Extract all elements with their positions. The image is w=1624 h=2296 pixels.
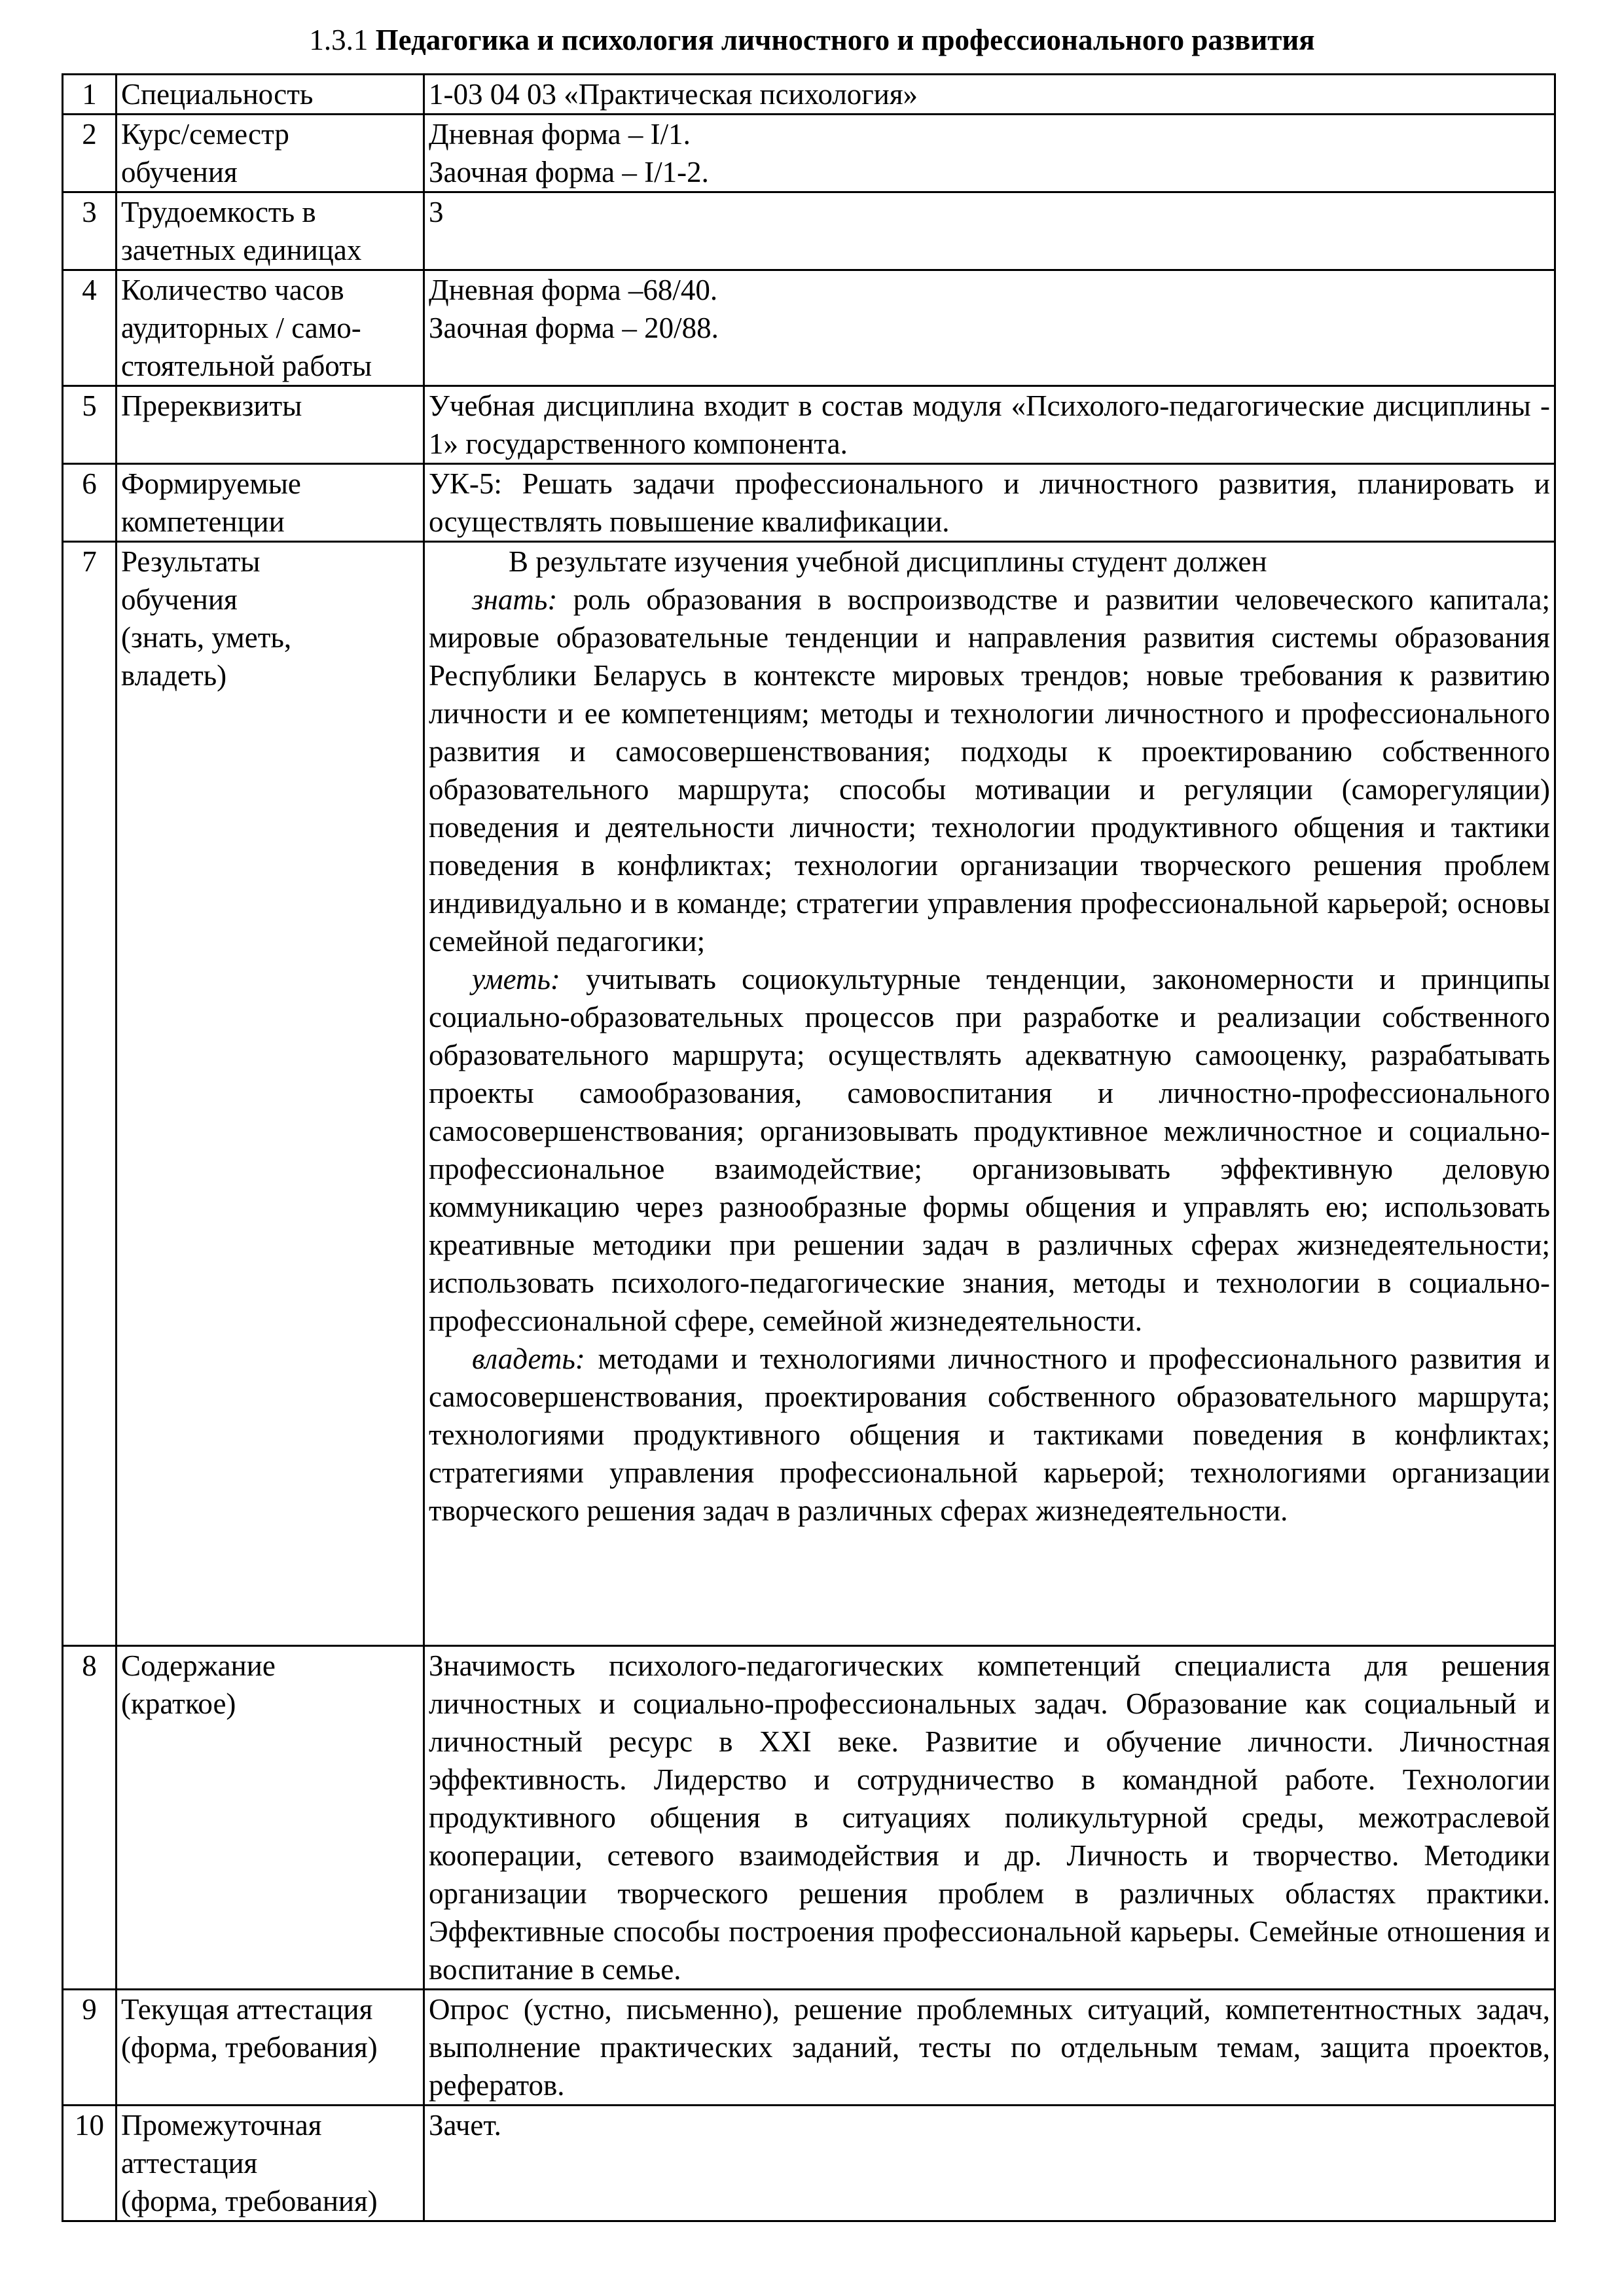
row-label-line: Трудоемкость в [121,196,316,228]
outcomes-can [429,960,1550,1340]
row-label-line: компетенции [121,505,285,538]
row-value [424,542,1555,1646]
know-text: роль образования в воспроизводстве и развитии человеческого капитала; мировые образовательные тенденции и направления развития системы образования Республики Беларусь в контексте мировых трендов; новые требования к развитию личности и ее компетенциям; методы и технологии личностного и профессионального развития и самосовершенствования; подходы к проектированию собственного образовательного маршрута; способы мотивации и регуляции (саморегуляции) поведения и деятельности личности; технологии продуктивного общения и тактики поведения в конфликтах; технологии организации творческого решения проблем индивидуально и в команде; стратегии управления профессиональной карьерой; основы семейной педагогики; [429,583,1550,958]
row-number: 10 [63,2106,117,2221]
row-value-line: 3 [429,196,444,228]
section-title: Педагогика и психология личностного и профессионального развития [375,24,1315,56]
table-row [63,115,1555,192]
row-number: 1 [63,75,117,115]
row-label [117,464,424,542]
table-row [63,386,1555,464]
outcomes-intro: В результате изучения учебной дисциплины студент должен [509,545,1267,578]
row-label-line: Результаты [121,545,261,578]
row-label-line: Содержание [121,1649,276,1682]
row-label-line: зачетных единицах [121,234,362,266]
page-title [0,20,1624,60]
row-value [424,192,1555,270]
row-label [117,75,424,115]
row-value [424,75,1555,115]
row-number: 6 [63,464,117,542]
row-value-line: Заочная форма – 20/88. [429,312,719,344]
table-row [63,2106,1555,2221]
row-label [117,542,424,1646]
table-row [63,1646,1555,1990]
row-label-line: аттестация [121,2147,258,2179]
row-number: 8 [63,1646,117,1990]
row-label [117,1990,424,2106]
table-row [63,1990,1555,2106]
row-label-line: (форма, требования) [121,2185,378,2217]
row-number: 4 [63,270,117,386]
row-label-line: Количество часов [121,274,344,306]
row-value: Учебная дисциплина входит в состав модуля «Психолого-педагогические дисциплины - 1» государственного компонента. [424,386,1555,464]
row-label-line: Пререквизиты [121,389,302,422]
row-value-line: Дневная форма – I/1. [429,118,691,151]
discipline-spec-table [62,73,1556,2222]
row-label-line: Промежуточная [121,2109,322,2142]
row-label-line: аудиторных / само- [121,312,361,344]
row-number: 5 [63,386,117,464]
table-row [63,192,1555,270]
row-label-line: обучения [121,583,238,616]
section-number: 1.3.1 [309,24,369,56]
row-label [117,192,424,270]
row-label [117,270,424,386]
row-number: 7 [63,542,117,1646]
row-label [117,1646,424,1990]
row-label [117,386,424,464]
table-row [63,542,1555,1646]
row-value-line: 1-03 04 03 «Практическая психология» [429,78,918,111]
outcomes-own [429,1340,1550,1530]
table-row [63,270,1555,386]
row-value-line: Заочная форма – I/1-2. [429,156,709,188]
row-label [117,115,424,192]
row-label [117,2106,424,2221]
row-label-line: Формируемые [121,467,301,500]
row-value-line: Дневная форма –68/40. [429,274,718,306]
row-label-line: (знать, уметь, [121,621,292,654]
row-label-line: обучения [121,156,238,188]
own-text: методами и технологиями личностного и профессионального развития и самосовершенствования, проектирования собственного образовательного маршрута; технологиями продуктивного общения и тактиками поведения в конфликтах; стратегиями управления профессиональной карьерой; технологиями организации творческого решения задач в различных сферах жизнедеятельности. [429,1342,1550,1527]
row-value [424,270,1555,386]
row-label-line: Текущая аттестация [121,1993,373,2026]
row-label-line: владеть) [121,659,227,692]
know-label: знать: [472,583,558,616]
row-value: Значимость психолого-педагогических компетенций специалиста для решения личностных и социально-профессиональных задач. Образование как социальный и личностный ресурс в XXI веке. Развитие и обучение личности. Личностная эффективность. Лидерство и сотрудничество в командной работе. Технологии продуктивного общения в ситуациях поликультурной среды, межотраслевой кооперации, сетевого взаимодействия и др. Личность и творчество. Методики организации творческого решения проблем в различных областях практики. Эффективные способы построения профессиональной карьеры. Семейные отношения и воспитание в семье. [424,1646,1555,1990]
row-value: УК-5: Решать задачи профессионального и личностного развития, планировать и осуществлять повышение квалификации. [424,464,1555,542]
row-number: 3 [63,192,117,270]
can-label: уметь: [472,963,560,996]
row-value-line: Зачет. [429,2109,501,2142]
row-label-line: Специальность [121,78,314,111]
row-number: 9 [63,1990,117,2106]
outcomes-know [429,581,1550,960]
table-row [63,75,1555,115]
row-label-line: стоятельной работы [121,350,372,382]
own-label: владеть: [472,1342,585,1375]
row-value [424,115,1555,192]
table-row [63,464,1555,542]
row-number: 2 [63,115,117,192]
row-label-line: (форма, требования) [121,2031,378,2064]
can-text: учитывать социокультурные тенденции, закономерности и принципы социально-образовательных процессов при разработке и реализации собственного образовательного маршрута; осуществлять адекватную самооценку, разрабатывать проекты самообразования, самовоспитания и личностно-профессионального самосовершенствования; организовывать продуктивное межличностное и социально-профессиональное взаимодействие; организовывать эффективную деловую коммуникацию через разнообразные формы общения и управлять ею; использовать креативные методики при решении задач в различных сферах жизнедеятельности; использовать психолого-педагогические знания, методы и технологии в социально-профессиональной сфере, семейной жизнедеятельности. [429,963,1550,1337]
row-label-line: Курс/семестр [121,118,289,151]
row-value [424,2106,1555,2221]
row-value: Опрос (устно, письменно), решение проблемных ситуаций, компетентностных задач, выполнение практических заданий, тесты по отдельным темам, защита проектов, рефератов. [424,1990,1555,2106]
row-label-line: (краткое) [121,1687,236,1720]
